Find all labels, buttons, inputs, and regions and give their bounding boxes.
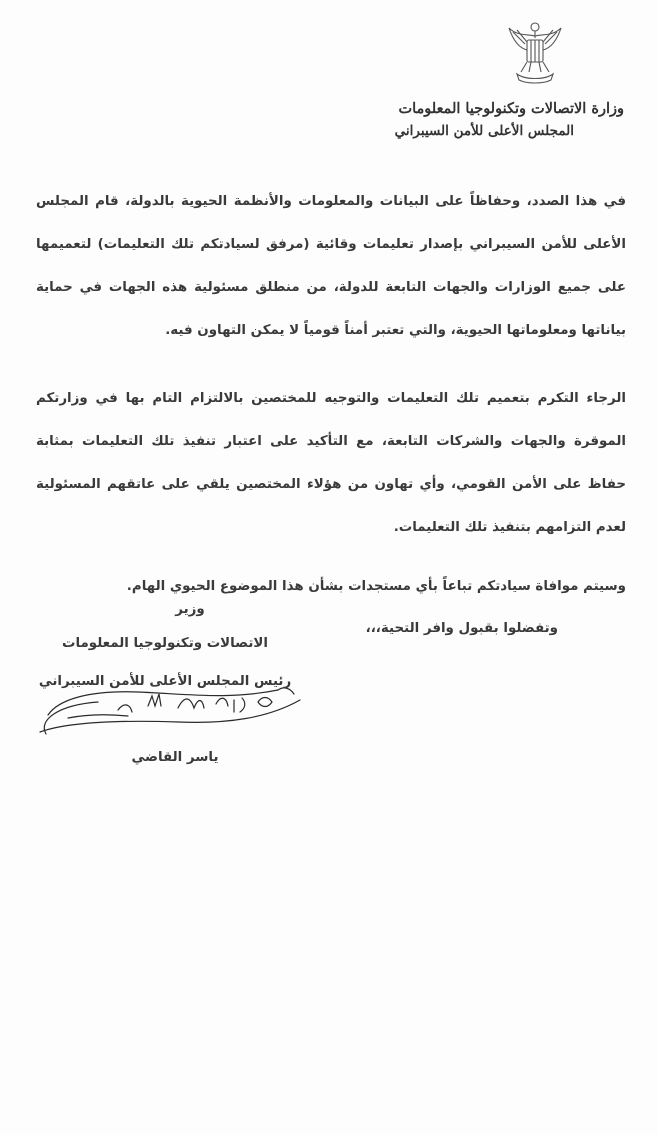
eagle-emblem-icon — [505, 18, 565, 90]
signature-block — [30, 600, 300, 768]
paragraph-2: الرجاء التكرم بتعميم تلك التعليمات والتوجيه للمختصين بالالتزام التام بها في وزارتكم الموقرة والجهات والشركات التابعة، مع التأكيد على اعتبار تنفيذ تلك التعليمات بمثابة حفاظ على الأمن القومي، وأي تهاون من هؤلاء المختصين يلقي على عاتقهم المسئولية لعدم التزامهم بتنفيذ تلك التعليمات. — [36, 391, 626, 535]
closing-greeting: وتفضلوا بقبول وافر التحية،،، — [365, 621, 558, 636]
council-name: المجلس الأعلى للأمن السيبراني — [394, 123, 574, 139]
minister-ministry: الاتصالات وتكنولوجيا المعلومات — [62, 636, 268, 651]
letter-body — [36, 180, 626, 639]
paragraph-3: وسيتم موافاة سيادتكم تباعاً بأي مستجدات بشأن هذا الموضوع الحيوي الهام. — [126, 579, 626, 594]
ministry-name: وزارة الاتصالات وتكنولوجيا المعلومات — [398, 100, 624, 117]
minister-title: وزير — [175, 602, 205, 617]
letterhead — [384, 98, 624, 142]
paragraph-1: في هذا الصدد، وحفاظاً على البيانات والمعلومات والأنظمة الحيوية بالدولة، قام المجلس الأعلى للأمن السيبراني بإصدار تعليمات وقائية (مرفق لسيادتكم تلك التعليمات) لتعميمها على جميع الوزارات والجهات التابعة للدولة، من منطلق مسئولية هذه الجهات في حماية بياناتها ومعلوماتها الحيوية، والتي تعتبر أمناً قومياً لا يمكن التهاون فيه. — [36, 194, 626, 338]
signatory-name: ياسر القاضي — [131, 750, 219, 765]
council-chair-title: رئيس المجلس الأعلى للأمن السيبراني — [38, 674, 292, 689]
